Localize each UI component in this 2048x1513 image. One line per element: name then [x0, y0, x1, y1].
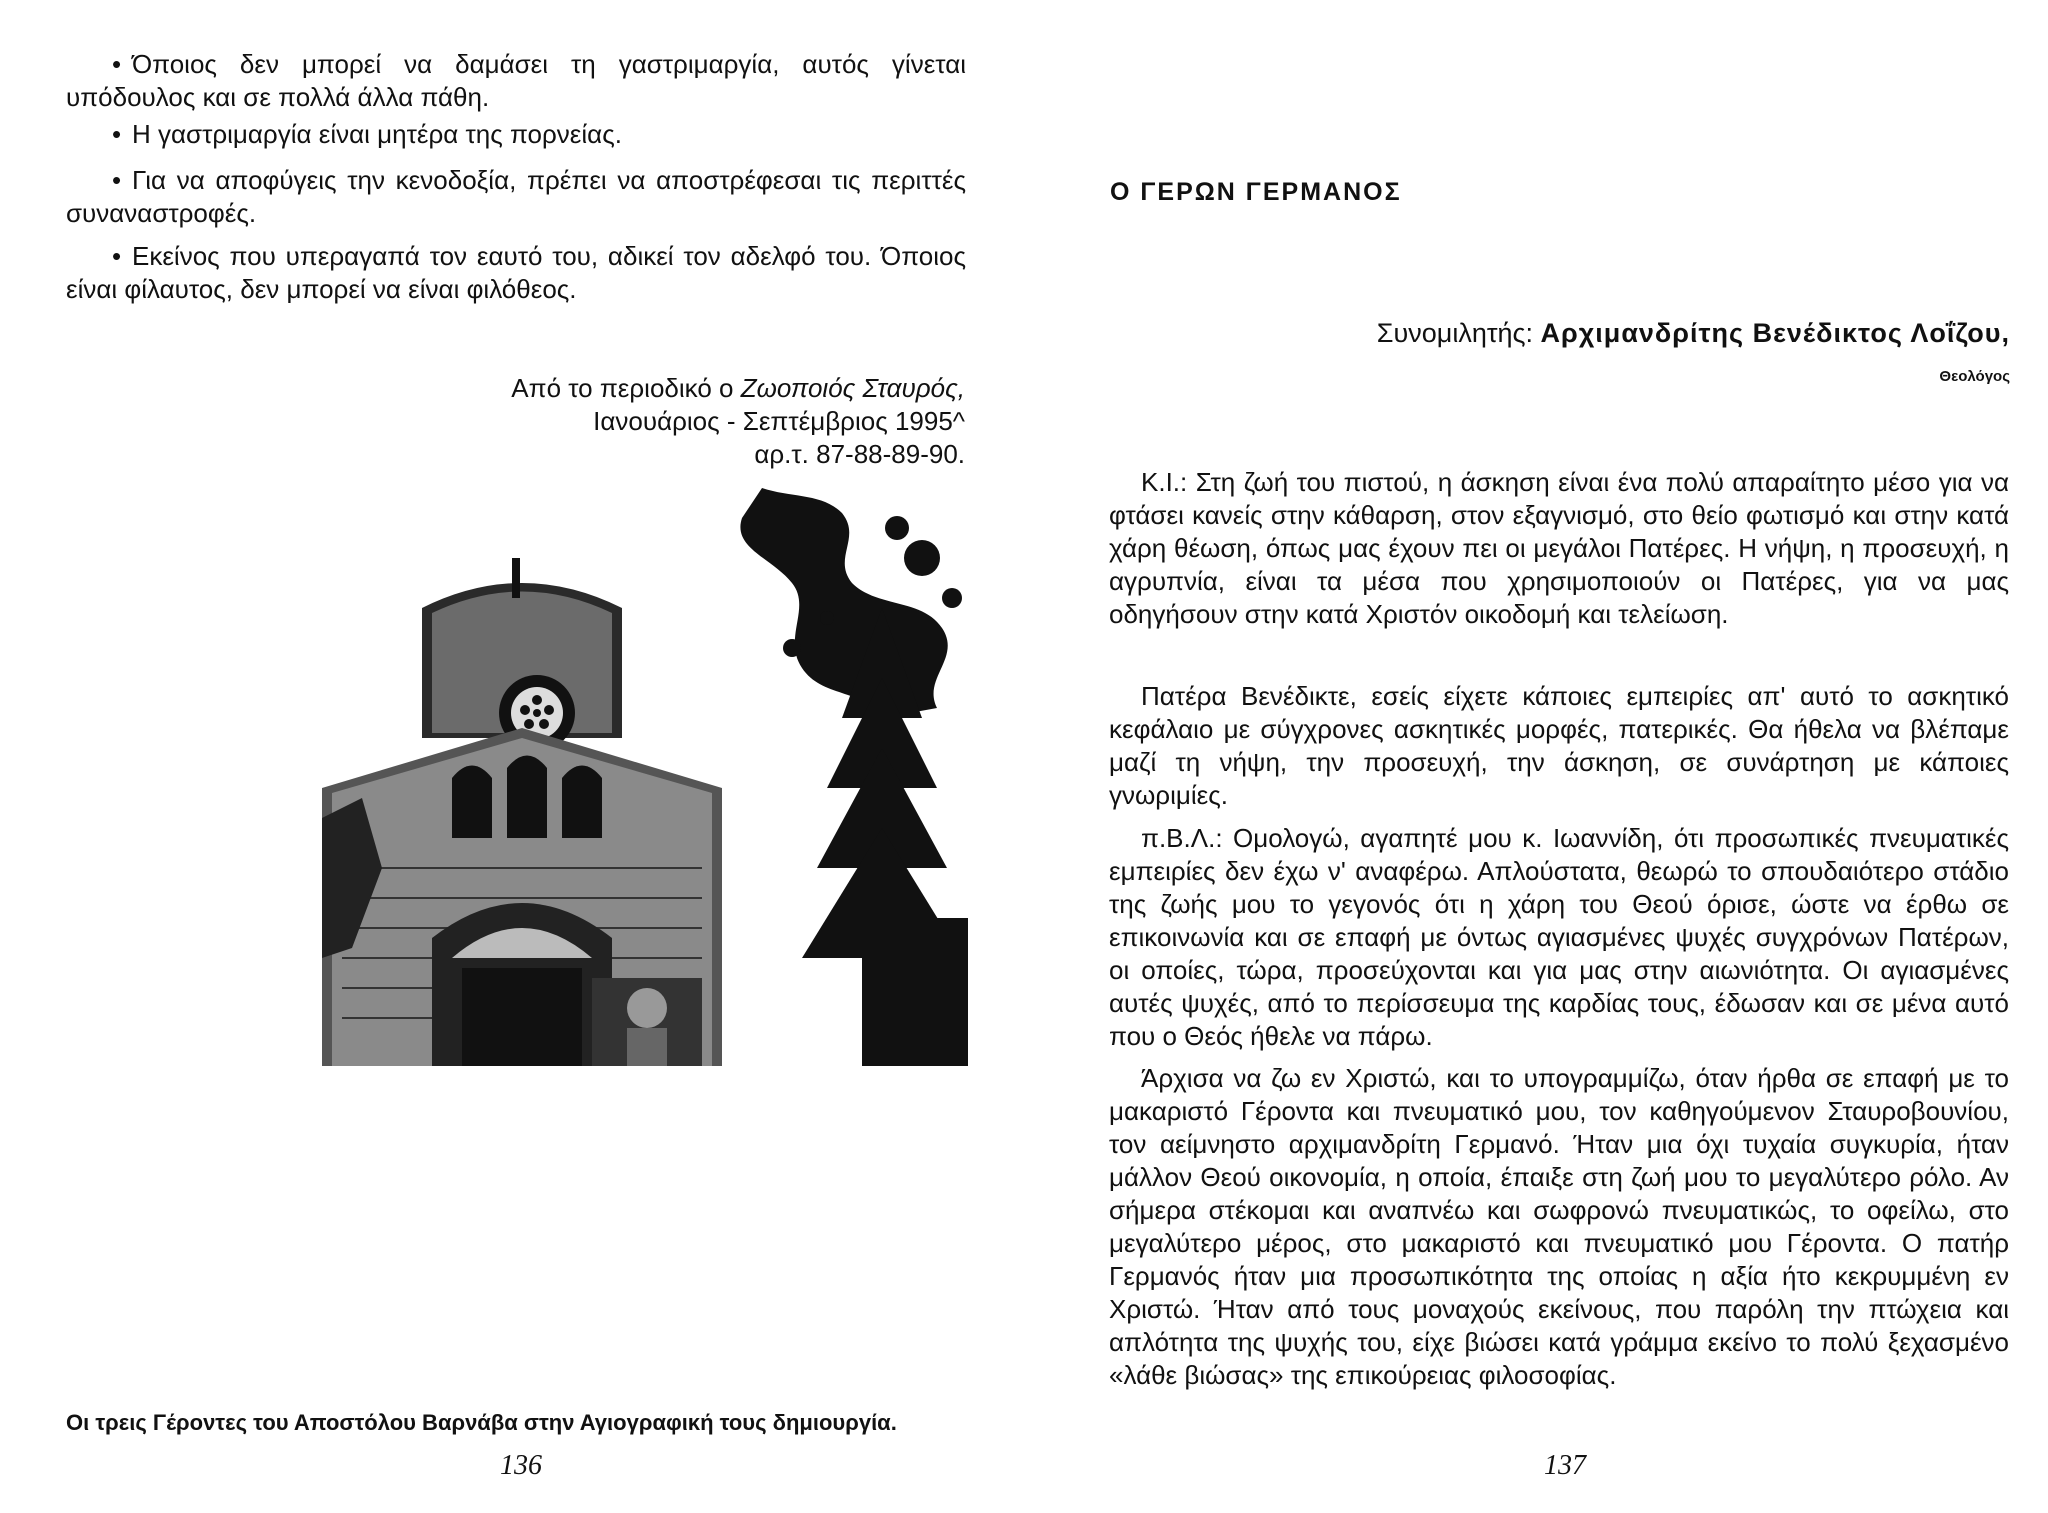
source-line-journal	[380, 372, 965, 405]
church-photo	[322, 488, 968, 1066]
source-prefix: Από το περιοδικό ο	[511, 373, 741, 403]
bullet-mark: •	[112, 49, 122, 79]
photo-caption: Οι τρεις Γέροντες του Αποστόλου Βαρνάβα στην Αγιογραφική τους δημιουργία.	[66, 1410, 897, 1435]
source-issue: αρ.τ. 87-88-89-90.	[754, 439, 965, 469]
bullet-mark: •	[112, 165, 122, 195]
journal-name: Ζωοποιός Σταυρός,	[740, 373, 965, 403]
body-paragraph: Πατέρα Βενέδικτε, εσείς είχετε κάποιες εμπειρίες απ' αυτό το ασκητικό κεφάλαιο με σύγχρονες ασκητικές μορφές, πατερικές. Θα ήθελα να βλέπαμε μαζί τη νήψη, την προσευχή, την άσκηση, σε συνάρτηση με κάποιες γνωριμίες.	[1109, 681, 2009, 810]
interviewer-line	[1377, 318, 2010, 349]
bullet-paragraph	[66, 240, 966, 306]
page-number-left: 136	[500, 1450, 542, 1481]
bullet-mark: •	[112, 119, 122, 149]
interviewer-name: Αρχιμανδρίτης Βενέδικτος Λοΐζου,	[1540, 318, 2010, 348]
bullet-text: Για να αποφύγεις την κενοδοξία, πρέπει να αποστρέφεσαι τις περιττές συναναστροφές.	[66, 165, 966, 228]
bullet-text: Η γαστριμαργία είναι μητέρα της πορνείας.	[132, 119, 622, 149]
bullet-mark: •	[112, 241, 122, 271]
bullet-paragraph	[66, 164, 966, 230]
bullet-paragraph	[66, 48, 966, 114]
bullet-text: Όποιος δεν μπορεί να δαμάσει τη γαστριμαργία, αυτός γίνεται υπόδουλος και σε πολλά άλλα πάθη.	[66, 49, 966, 112]
interviewer-label: Συνομιλητής:	[1376, 318, 1541, 348]
article-title: Ο ΓΕΡΩΝ ΓΕΡΜΑΝΟΣ	[1110, 178, 1402, 206]
body-paragraph: Άρχισα να ζω εν Χριστώ, και το υπογραμμίζω, όταν ήρθα σε επαφή με το μακαριστό Γέροντα και πνευματικό μου, τον καθηγούμενον Σταυροβουνίου, τον αείμνηστο αρχιμανδρίτη Γερμανό. Ήταν μια όχι τυχαία συγκυρία, ήταν μάλλον Θεού οικονομία, η οποία, έπαιξε στη ζωή μου το μεγαλύτερο ρόλο. Αν σήμερα στέκομαι και αναπνέω και σωφρονώ πνευματικώς, το οφείλω, στο μεγαλύτερο μέρος, στο μακαριστό και πνευματικό μου Γέροντα. Ο πατήρ Γερμανός ήταν μια προσωπικότητα της οποίας η αξία ήτο κεκρυμμένη εν Χριστώ. Ήταν από τους μοναχούς εκείνους, που παρόλη την πτώχεια και απλότητα της ψυχής του, είχε βιώσει κατά γράμμα εκείνο το πολύ ξεχασμένο «λάθε βιώσας» της επικούρειας φιλοσοφίας.	[1109, 1063, 2009, 1390]
bullet-paragraph	[66, 118, 966, 151]
source-date: Ιανουάριος - Σεπτέμβριος 1995^	[593, 406, 965, 436]
bullet-text: Εκείνος που υπεραγαπά τον εαυτό του, αδικεί τον αδελφό του. Όποιος είναι φίλαυτος, δεν μπορεί να είναι φιλόθεος.	[66, 241, 966, 304]
right-page	[1024, 0, 2048, 1513]
body-paragraph: π.Β.Λ.: Ομολογώ, αγαπητέ μου κ. Ιωαννίδη, ότι προσωπικές πνευματικές εμπειρίες δεν έχω ν' αναφέρω. Απλούστατα, θεωρώ το σπουδαιότερο στάδιο της ζωής μου το γεγονός ότι η χάρη του Θεού όρισε, ώστε να έρθω σε επικοινωνία και σε επαφή με όντως αγιασμένες ψυχές συγχρόνων Πατέρων, οι οποίες, τώρα, προσεύχονται και για μας στην αιωνιότητα. Οι αγιασμένες αυτές ψυχές, από το περίσσευμα της καρδίας τους, έδωσαν και σε μένα αυτό που ο Θεός ήθελε να πάρω.	[1109, 823, 2009, 1051]
body-paragraph: Κ.Ι.: Στη ζωή του πιστού, η άσκηση είναι ένα πολύ απαραίτητο μέσο για να φτάσει κανείς στην κάθαρση, στον εξαγνισμό, στο θείο φωτισμό και στην κατά χάρη θέωση, όπως μας έχουν πει οι μεγάλοι Πατέρες. Η νήψη, η προσευχή, η αγρυπνία, είναι τα μέσα που χρησιμοποιούν οι Πατέρες, για να μας οδηγήσουν στην κατά Χριστόν οικοδομή και τελείωση.	[1109, 467, 2009, 629]
interviewer-role: Θεολόγος	[1939, 368, 2010, 385]
page-number-right: 137	[1544, 1450, 1586, 1481]
